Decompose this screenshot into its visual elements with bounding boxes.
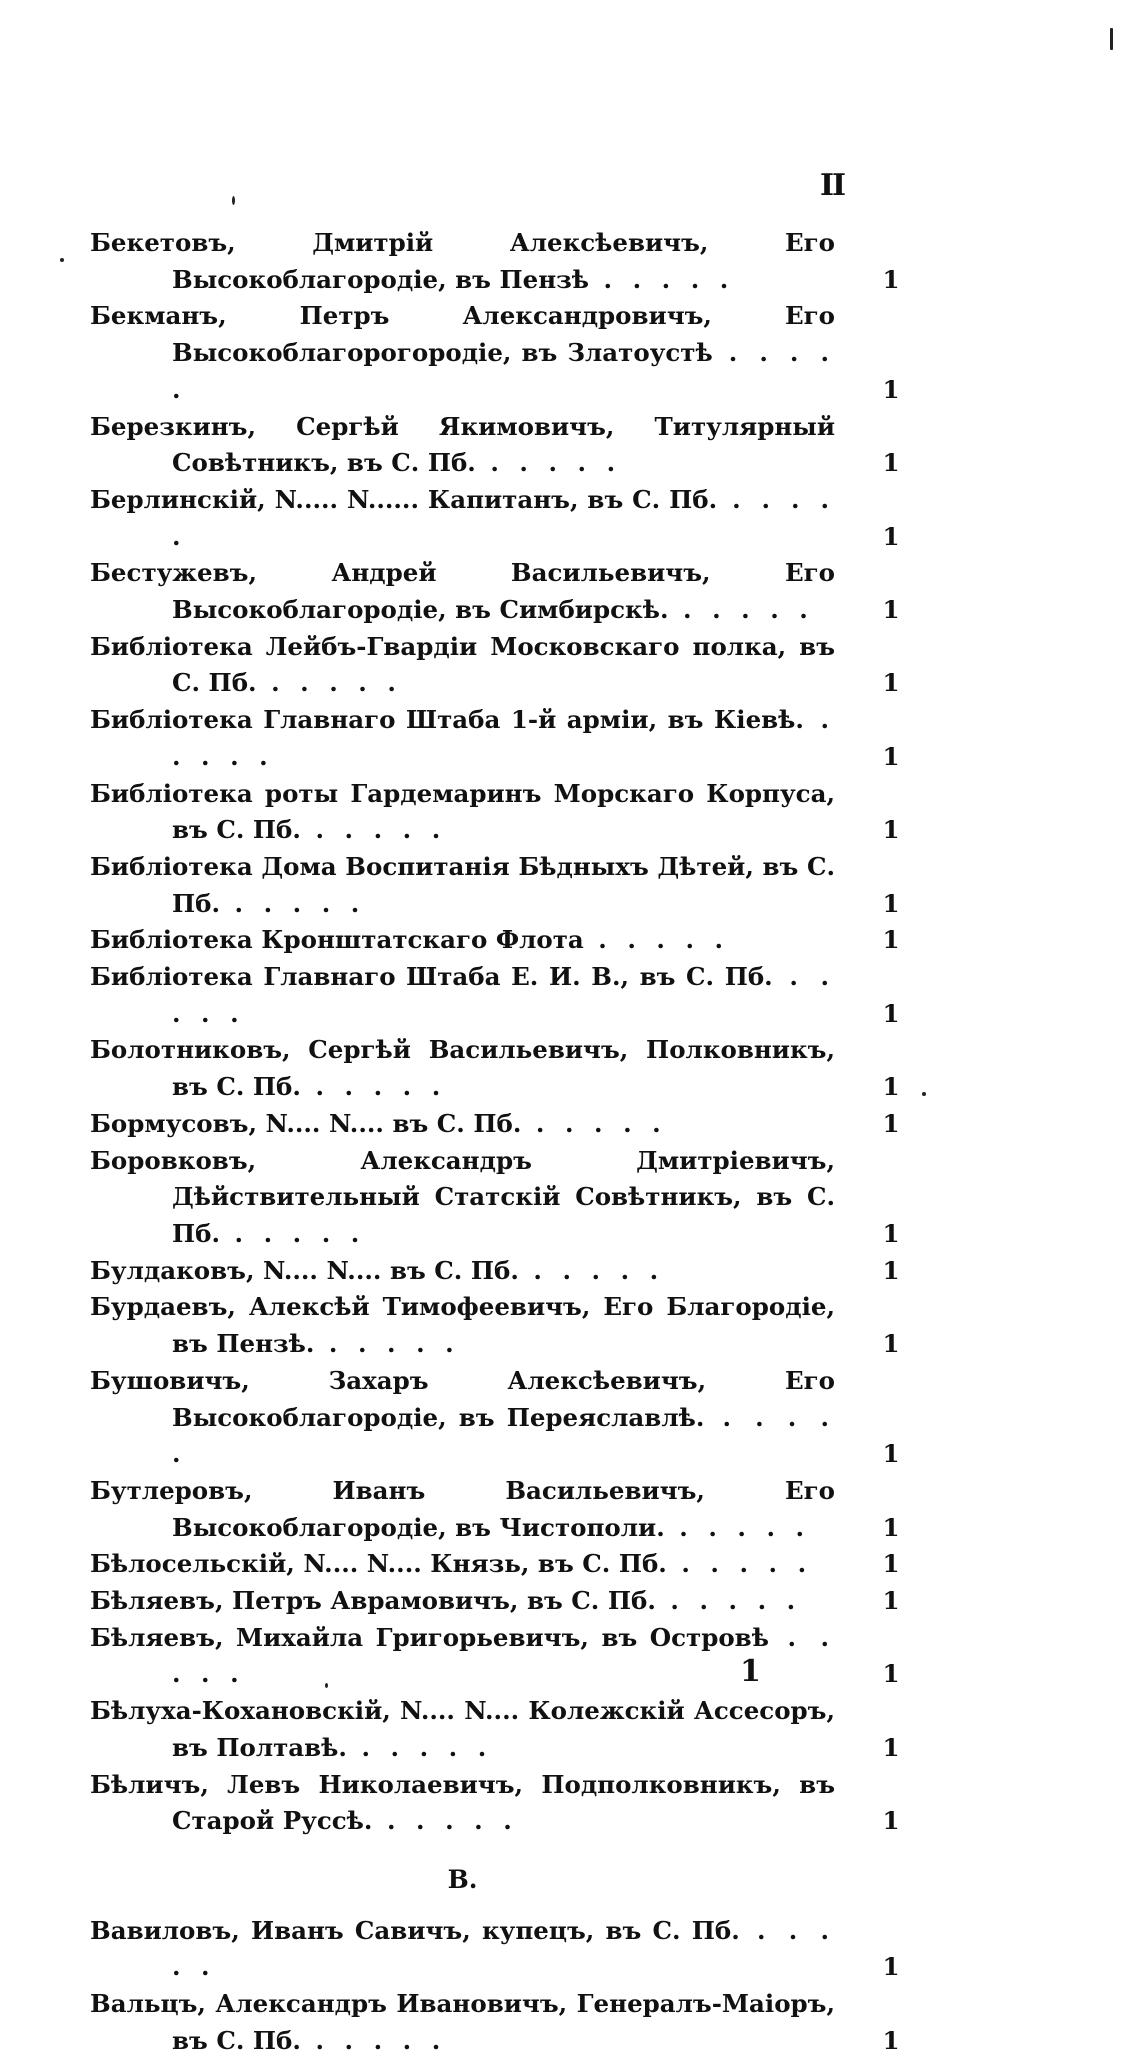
- entry-text: Бутлеровъ, Иванъ Васильевичъ, Его Высокоблагородіе, въ Чистополи. . . . . .: [90, 1475, 835, 1542]
- ink-speck: [922, 1092, 926, 1096]
- list-item: [90, 1913, 905, 1986]
- list-item: [90, 1253, 905, 1290]
- list-item: [90, 1693, 905, 1766]
- entry-count: 1: [882, 1218, 900, 1248]
- entry-count: 1: [882, 925, 900, 955]
- page-number: II: [820, 168, 845, 203]
- entry-count: 1: [882, 1108, 900, 1138]
- section-heading: В.: [447, 1864, 478, 1894]
- entry-text: Берлинскій, N..... N...... Капитанъ, въ С. Пб. . . . . .: [90, 484, 835, 551]
- entry-text: Библіотека Кронштатскаго Флота . . . . .: [90, 925, 730, 955]
- entry-text: Бѣличъ, Левъ Николаевичъ, Подполковникъ, въ Старой Руссѣ. . . . . .: [90, 1769, 835, 1836]
- entry-count: 1: [882, 815, 900, 845]
- list-item: [90, 1143, 905, 1253]
- entry-count: 1: [882, 1255, 900, 1285]
- dot-leader: . . . . .: [172, 1402, 835, 1469]
- dot-leader: . . . . .: [172, 484, 835, 551]
- list-item: [90, 629, 905, 702]
- list-item: [90, 1106, 905, 1143]
- entry-count: 1: [882, 595, 900, 625]
- list-item: [90, 922, 905, 959]
- dot-leader: . . . . .: [346, 1732, 493, 1762]
- list-item: [90, 776, 905, 849]
- list-item: [90, 702, 905, 775]
- list-item: [90, 1546, 905, 1583]
- list-item: [90, 1986, 905, 2059]
- entry-count: 1: [882, 264, 900, 294]
- entry-text: Бѣлуха-Кохановскій, N.... N.... Колежскій Ассесоръ, въ Полтавѣ. . . . . .: [90, 1696, 835, 1762]
- entry-count: 1: [882, 448, 900, 478]
- entry-text: Болотниковъ, Сергѣй Васильевичъ, Полковникъ, въ С. Пб. . . . . .: [90, 1035, 835, 1102]
- dot-leader: . . . . .: [256, 668, 402, 698]
- entry-count: 1: [882, 1072, 900, 1102]
- entry-count: 1: [882, 1439, 900, 1469]
- dot-leader: . . . . .: [666, 1549, 813, 1579]
- list-item: [90, 409, 905, 482]
- list-item: [90, 1767, 905, 1840]
- signature-mark: 1: [740, 1654, 761, 1689]
- list-item: [90, 1032, 905, 1105]
- dot-leader: . . . . .: [300, 1072, 447, 1102]
- entry-text: Березкинъ, Сергѣй Якимовичъ, Титулярный Совѣтникъ, въ С. Пб. . . . . .: [90, 411, 835, 478]
- list-item: [90, 482, 905, 555]
- entry-text: Бѣляевъ, Петръ Аврамовичъ, въ С. Пб. . . . . .: [90, 1586, 802, 1616]
- entry-count: 1: [882, 741, 900, 771]
- entry-count: 1: [882, 998, 900, 1028]
- dot-leader: . . . . .: [475, 448, 622, 478]
- dot-leader: . . . . .: [172, 1622, 836, 1689]
- entry-count: 1: [882, 521, 900, 551]
- dot-leader: . . . . .: [220, 1218, 366, 1248]
- dot-leader: . . . . .: [668, 595, 814, 625]
- entry-text: Бурдаевъ, Алексѣй Тимофеевичъ, Его Благородіе, въ Пензѣ. . . . . .: [90, 1292, 835, 1359]
- ink-speck: [1110, 28, 1113, 50]
- entry-text: Бекманъ, Петръ Александровичъ, Его Высокоблагорогородіе, въ Златоустѣ . . . . .: [90, 301, 835, 404]
- ink-speck: [325, 1683, 328, 1688]
- entry-text: Вальцъ, Александръ Ивановичъ, Генералъ-Маіоръ, въ С. Пб. . . . . .: [90, 1989, 835, 2055]
- entry-count: 1: [882, 668, 900, 698]
- list-item: [90, 849, 905, 922]
- list-item: [90, 959, 905, 1032]
- entry-count: 1: [882, 1806, 900, 1836]
- list-item: [90, 1620, 905, 1693]
- entry-text: Библіотека Дома Воспитанія Бѣдныхъ Дѣтей, въ С. Пб. . . . . .: [90, 851, 835, 918]
- entry-text: Библіотека роты Гардемаринъ Морскаго Корпуса, въ С. Пб. . . . . .: [90, 778, 835, 845]
- dot-leader: . . . . .: [521, 1108, 667, 1138]
- entry-text: Бѣляевъ, Михайла Григорьевичъ, въ Островѣ . . . . .: [90, 1622, 836, 1689]
- entry-text: Булдаковъ, N.... N.... въ С. Пб. . . . . .: [90, 1255, 665, 1285]
- list-item: [90, 1583, 905, 1620]
- dot-leader: . . . . .: [300, 815, 447, 845]
- list-item: [90, 298, 905, 408]
- entry-count: 1: [882, 1549, 900, 1579]
- dot-leader: . . . . .: [583, 925, 730, 955]
- entry-count: 1: [882, 1952, 900, 1982]
- dot-leader: . . . . .: [172, 1915, 836, 1982]
- entry-count: 1: [882, 374, 900, 404]
- entry-count: 1: [882, 1329, 900, 1359]
- ink-speck: [232, 196, 235, 205]
- entry-text: Библіотека Главнаго Штаба Е. И. В., въ С. Пб. . . . . .: [90, 962, 835, 1028]
- entry-count: 1: [882, 1659, 900, 1689]
- dot-leader: . . . . .: [220, 888, 366, 918]
- list-item: [90, 225, 905, 298]
- entry-text: Бормусовъ, N.... N.... въ С. Пб. . . . . .: [90, 1108, 667, 1138]
- entry-text: Боровковъ, Александръ Дмитріевичъ, Дѣйствительный Статскій Совѣтникъ, въ С. Пб. . . . . .: [90, 1145, 835, 1248]
- entry-text: Вавиловъ, Иванъ Савичъ, купецъ, въ С. Пб. . . . . .: [90, 1915, 836, 1982]
- entry-text: Бѣлосельскій, N.... N.... Князь, въ С. Пб. . . . . .: [90, 1549, 813, 1579]
- entry-count: 1: [882, 1586, 900, 1616]
- subscriber-list: [90, 225, 905, 2059]
- entry-text: Библіотека Главнаго Штаба 1-й арміи, въ Кіевѣ. . . . . .: [90, 705, 835, 771]
- dot-leader: . . . . .: [372, 1806, 518, 1836]
- entry-count: 1: [882, 1512, 900, 1542]
- dot-leader: . . . . .: [664, 1512, 811, 1542]
- dot-leader: . . . . .: [172, 338, 835, 404]
- dot-leader: . . . . .: [655, 1586, 802, 1616]
- entry-text: Библіотека Лейбъ-Гвардіи Московскаго полка, въ С. Пб. . . . . .: [90, 631, 835, 698]
- list-item: [90, 1289, 905, 1362]
- entry-text: Бушовичъ, Захаръ Алексѣевичъ, Его Высокоблагородіе, въ Переяславлѣ. . . . . .: [90, 1365, 835, 1469]
- entry-count: 1: [882, 2025, 900, 2055]
- entry-count: 1: [882, 888, 900, 918]
- dot-leader: . . . . .: [314, 1329, 460, 1359]
- dot-leader: . . . . .: [518, 1255, 665, 1285]
- list-item: [90, 1363, 905, 1473]
- entry-count: 1: [882, 1732, 900, 1762]
- dot-leader: . . . . .: [300, 2025, 447, 2055]
- dot-leader: . . . . .: [172, 962, 835, 1028]
- dot-leader: . . . . .: [172, 705, 835, 771]
- dot-leader: . . . . .: [589, 264, 735, 294]
- list-item: [90, 1473, 905, 1546]
- ink-speck: [60, 258, 64, 262]
- entry-text: Бекетовъ, Дмитрій Алексѣевичъ, Его Высокоблагородіе, въ Пензѣ . . . . .: [90, 228, 835, 294]
- entry-text: Бестужевъ, Андрей Васильевичъ, Его Высокоблагородіе, въ Симбирскѣ. . . . . .: [90, 558, 835, 625]
- list-item: [90, 555, 905, 628]
